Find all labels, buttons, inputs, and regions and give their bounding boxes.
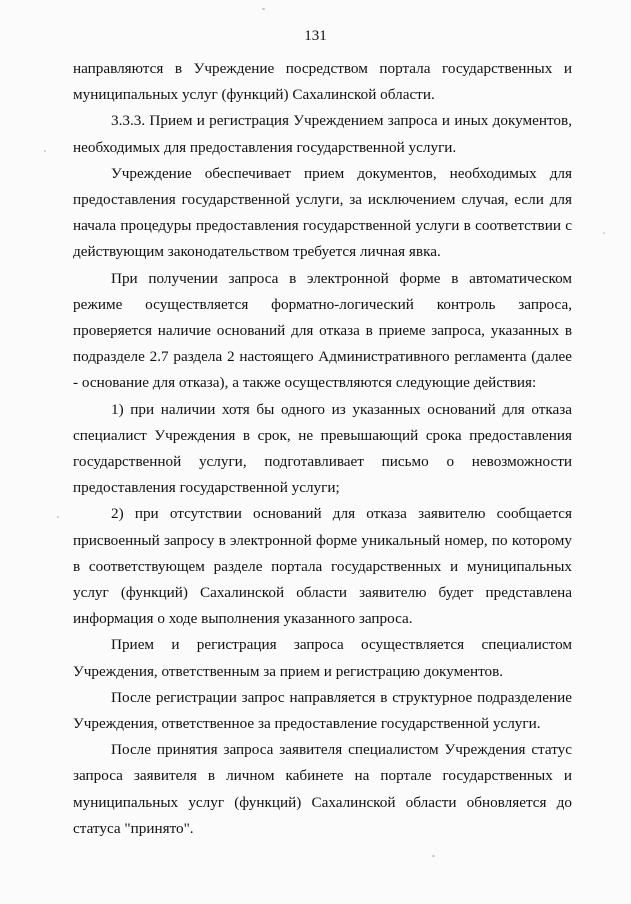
- paragraph-section-3-3-3: 3.3.3. Прием и регистрация Учреждением запроса и иных документов, необходимых для предоставления государственной услуги.: [73, 112, 572, 156]
- scan-speck: [262, 8, 265, 10]
- paragraph-registration: Прием и регистрация запроса осуществляется специалистом Учреждения, ответственным за прием и регистрацию документов.: [73, 636, 572, 680]
- scan-speck: [432, 855, 435, 857]
- scan-speck: [44, 150, 46, 152]
- paragraph-forwarding: После регистрации запрос направляется в структурное подразделение Учреждения, ответственное за предоставление государственной услуги.: [73, 688, 572, 733]
- paragraph-status-update: После принятия запроса заявителя специалистом Учреждения статус запроса заявителя в личном кабинете на портале государственных и муниципальных услуг (функций) Сахалинской области обновляется до статуса "принято".: [73, 741, 572, 837]
- paragraph-document-acceptance: Учреждение обеспечивает прием документов, необходимых для предоставления государственной услуги, за исключением случая, если для начала процедуры предоставления государственной услуги в соответствии с действующим законодательством требуется личная явка.: [73, 164, 572, 261]
- paragraph-continuation: направляются в Учреждение посредством портала государственных и муниципальных услуг (функций) Сахалинской области.: [73, 60, 572, 104]
- paragraph-electronic-request: При получении запроса в электронной форме в автоматическом режиме осуществляется форматно-логический контроль запроса, проверяется наличие оснований для отказа в приеме запроса, указанных в подразделе 2.7 раздела 2 настоящего Административного регламента (далее - основание для отказа), а также осуществляются следующие действия:: [73, 269, 572, 392]
- paragraph-item-1: 1) при наличии хотя бы одного из указанных оснований для отказа специалист Учреждения в срок, не превышающий срока предоставления государственной услуги, подготавливает письмо о невозможности предоставления государственной услуги;: [73, 400, 572, 497]
- page-number: 131: [304, 28, 327, 44]
- paragraph-item-2: 2) при отсутствии оснований для отказа заявителю сообщается присвоенный запросу в электронной форме уникальный номер, по которому в соответствующем разделе портала государственных и муниципальных услуг (функций) Сахалинской области заявителю будет представлена информация о ходе выполнения указанного запроса.: [73, 505, 572, 628]
- scan-speck: [603, 232, 605, 234]
- body-text: [73, 56, 572, 842]
- scan-speck: [57, 516, 59, 518]
